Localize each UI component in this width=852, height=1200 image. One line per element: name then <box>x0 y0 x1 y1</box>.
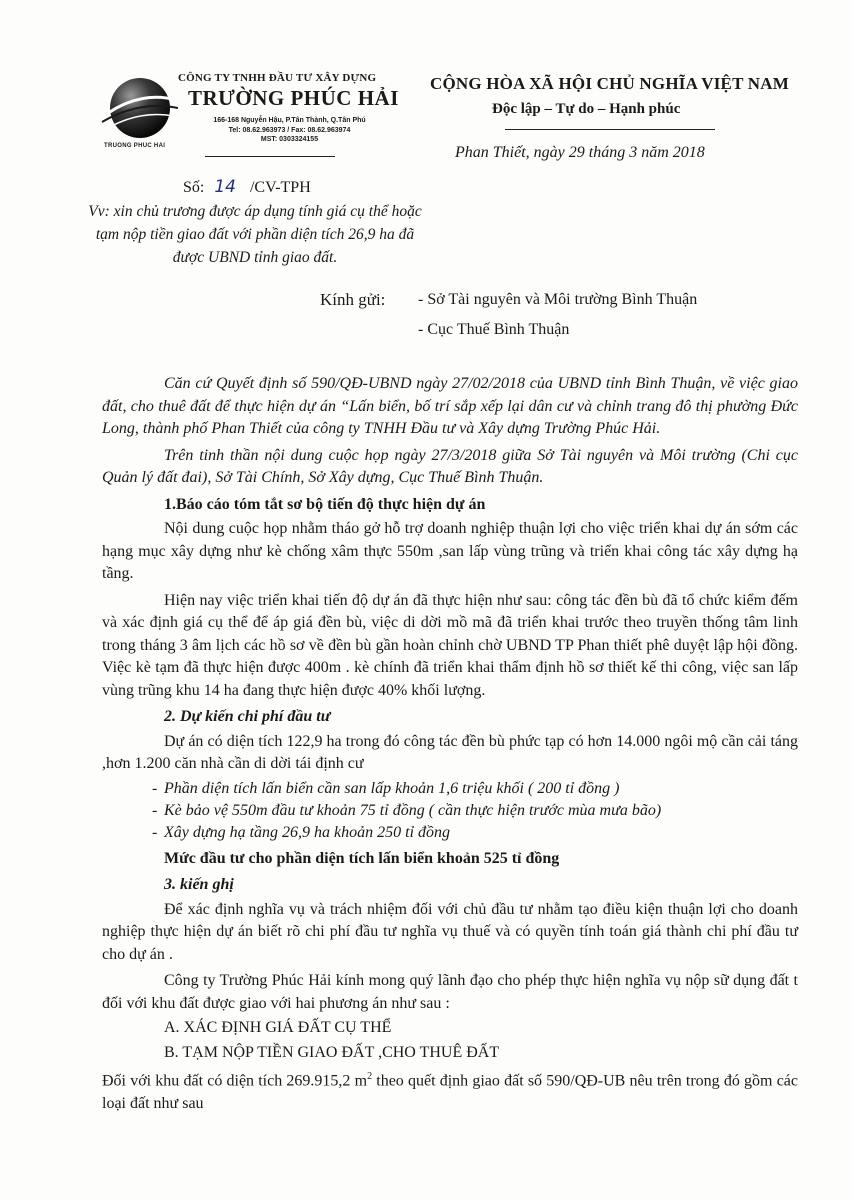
logo-caption: TRUONG PHUC HAI <box>104 143 166 149</box>
land-area-text-b: theo quết định giao đất số 590/QĐ-UB nêu trên trong đó gồm các loại đất như sau <box>102 1072 798 1112</box>
doc-number-suffix: /CV-TPH <box>249 179 311 196</box>
list-item: - Kè bảo vệ 550m đầu tư khoản 75 tỉ đồng ( cần thực hiện trước mùa mưa bão) <box>102 800 798 822</box>
total-investment: Mức đầu tư cho phần diện tích lấn biển khoản 525 tỉ đồng <box>164 849 560 867</box>
company-contact <box>182 116 397 145</box>
company-divider <box>205 156 335 157</box>
section-heading-2: 2. Dự kiến chi phí đầu tư <box>164 708 331 725</box>
company-name-line2: TRƯỜNG PHÚC HẢI <box>188 86 399 110</box>
recipient-1: - Sở Tài nguyên và Môi trường Bình Thuận <box>418 291 698 308</box>
option-a: A. XÁC ĐỊNH GIÁ ĐẤT CỤ THỂ <box>164 1019 392 1036</box>
list-item: - Phần diện tích lấn biển cần san lấp khoản 1,6 triệu khối ( 200 tỉ đồng ) <box>102 778 798 800</box>
company-logo-globe-icon <box>100 70 178 142</box>
paragraph-meeting-content: Nội dung cuộc họp nhằm tháo gở hỗ trợ doanh nghiệp thuận lợi cho việc triển khai dự án sớm các hạng mục xây dựng như kè chống xâm thực 550m ,san lấp vùng trũng và triển khai công tác xây dựng hạ tầng. <box>102 520 798 582</box>
cost-list <box>102 778 798 844</box>
land-area-superscript: 2 <box>367 1071 373 1082</box>
recipient-2: - Cục Thuế Bình Thuận <box>418 321 570 338</box>
paragraph-project-area: Dự án có diện tích 122,9 ha trong đó công tác đền bù phức tạp có hơn 14.000 ngôi mộ cần cải táng ,hơn 1.200 căn nhà cần di dời tái định cư <box>102 732 798 772</box>
doc-number-handwritten: 14 <box>214 177 236 197</box>
paragraph-obligation: Để xác định nghĩa vụ và trách nhiệm đối với chủ đầu tư nhằm tạo điều kiện thuận lợi cho doanh nghiệp thực hiện dự án biết rõ chi phí đầu tư nghĩa vụ thuế và có quyền tính toán giá thành chi phí đầu tư cho dự án . <box>102 900 798 963</box>
document-body <box>102 373 798 1115</box>
recipients-label: Kính gửi: <box>320 290 386 309</box>
motto-divider <box>505 129 715 130</box>
section-heading-1: 1.Báo cáo tóm tắt sơ bộ tiến độ thực hiện dự án <box>164 495 486 513</box>
company-tax-code: MST: 0303324155 <box>260 136 319 143</box>
paragraph-progress: Hiện nay việc triển khai tiến độ dự án đã thực hiện như sau: công tác đền bù đã tổ chức kiểm đếm và xác định giá cụ thể để áp giá đền bù, việc di dời mồ mã đã triển khai trước theo truyền thống tâm linh trong tháng 3 âm lịch các hồ sơ về đền bù gần hoàn chỉnh chờ UBND TP Phan thiết phê duyệt lập hội đồng. Việc kè tạm đã thực hiện được 400m . kè chính đã triển khai thẩm định hồ sơ thiết kế thi công, việc san lấp vùng trũng khu 14 ha đang thực hiện được 40% khối lượng. <box>102 591 798 699</box>
national-motto: Độc lập – Tự do – Hạnh phúc <box>492 101 681 117</box>
paragraph-legal-basis: Căn cứ Quyết định số 590/QĐ-UBND ngày 27/02/2018 của UBND tỉnh Bình Thuận, về việc giao đất, cho thuê đất để thực hiện dự án “Lấn biển, bố trí sắp xếp lại dân cư và chỉnh trang đô thị phường Đức Long, thành phố Phan Thiết của công ty TNHH Đầu tư và Xây dựng Trường Phúc Hải. <box>102 375 798 437</box>
company-name-line1: CÔNG TY TNHH ĐẦU TƯ XÂY DỰNG <box>178 72 377 84</box>
company-address: 166-168 Nguyễn Hậu, P.Tân Thành, Q.Tân Phú <box>213 117 366 124</box>
company-phone: Tel: 08.62.963973 / Fax: 08.62.963974 <box>228 126 351 134</box>
option-b: B. TẠM NỘP TIỀN GIAO ĐẤT ,CHO THUÊ ĐẤT <box>164 1043 500 1061</box>
doc-number-prefix: Số: <box>183 179 205 196</box>
land-area-text-a: Đối với khu đất có diện tích 269.915,2 m <box>102 1072 368 1090</box>
paragraph-request: Công ty Trường Phúc Hải kính mong quý lãnh đạo cho phép thực hiện nghĩa vụ nộp sữ dụng đất t đối với khu đất được giao với hai phương án như sau : <box>102 972 798 1012</box>
document-subject: Vv: xin chủ trương được áp dụng tính giá cụ thể hoặc tạm nộp tiền giao đất với phần diện tích 26,9 ha đã được UBND tỉnh giao đất. <box>88 203 422 266</box>
paragraph-meeting: Trên tinh thần nội dung cuộc họp ngày 27/3/2018 giữa Sở Tài nguyên và Môi trường (Chi cục Quản lý đất đai), Sở Tài Chính, Sở Xây dựng, Cục Thuế Bình Thuận. <box>102 446 798 486</box>
list-item: - Xây dựng hạ tầng 26,9 ha khoản 250 tỉ đồng <box>102 822 798 844</box>
paragraph-land-area <box>102 1066 798 1115</box>
national-title: CỘNG HÒA XÃ HỘI CHỦ NGHĨA VIỆT NAM <box>430 74 789 93</box>
document-number <box>183 177 311 197</box>
place-date: Phan Thiết, ngày 29 tháng 3 năm 2018 <box>455 144 705 161</box>
section-heading-3: 3. kiến ghị <box>164 876 234 893</box>
